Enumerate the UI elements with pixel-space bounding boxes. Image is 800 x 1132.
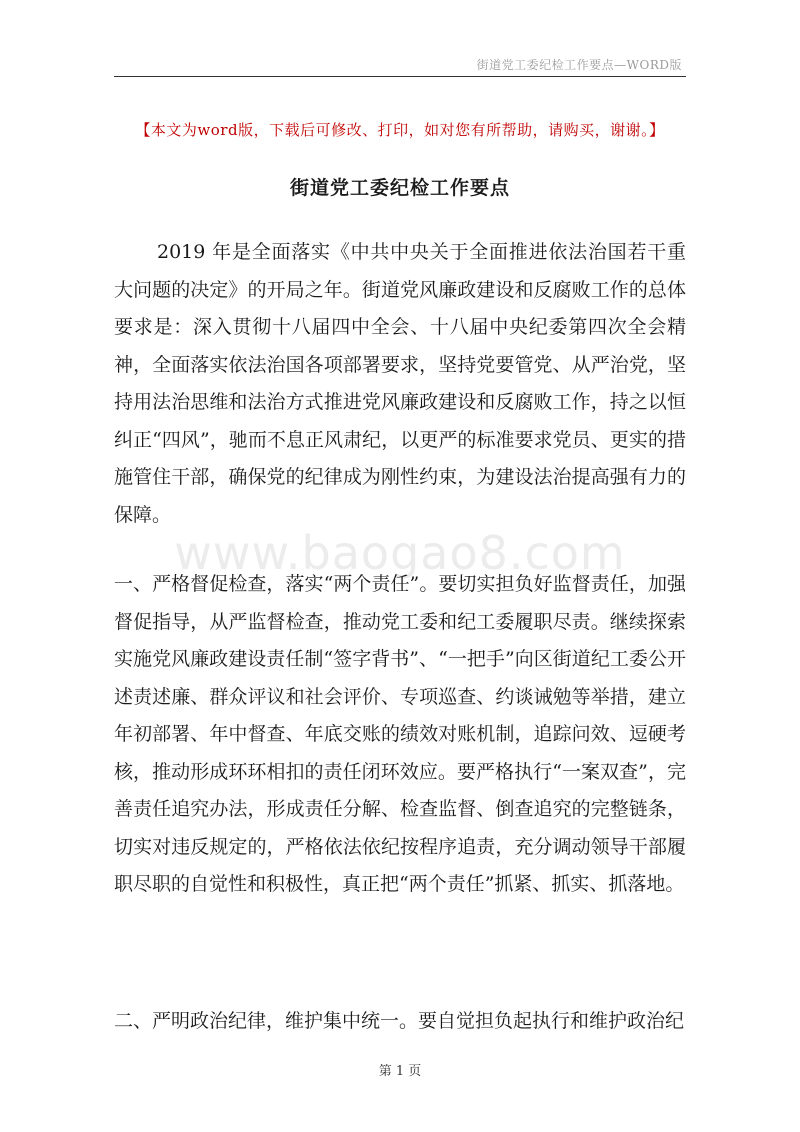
purchase-notice: 【本文为word版，下载后可修改、打印，如对您有所帮助，请购买，谢谢。】 (135, 121, 665, 139)
running-header: 街道党工委纪检工作要点—WORD版 (476, 58, 682, 72)
paragraph-section-2: 二、严明政治纪律，维护集中统一。要自觉担负起执行和维护政治纪 (114, 1010, 685, 1032)
watermark: www.baogao8.com (174, 526, 626, 580)
document-title: 街道党工委纪检工作要点 (289, 177, 510, 199)
paragraph-section-1: 一、严格督促检查，落实“两个责任”。要切实担负好监督责任，加强督促指导，从严监督检查，推动党工委和纪工委履职尽责。继续探索实施党风廉政建设责任制“签字背书”、“一把手”向区街道纪工委公开述责述廉、群众评议和社会评价、专项巡查、约谈诫勉等举措，建立年初部署、年中督查、年底交账的绩效对账机制，追踪问效、逗硬考核，推动形成环环相扣的责任闭环效应。要严格执行“一案双查”，完善责任追究办法，形成责任分解、检查监督、倒查追究的完整链条，切实对违反规定的，严格依法依纪按程序追责，充分调动领导干部履职尽职的自觉性和积极性，真正把“两个责任”抓紧、抓实、抓落地。 (114, 573, 686, 895)
page-number: 第 1 页 (378, 1064, 422, 1079)
header-divider (114, 76, 686, 77)
paragraph-intro: 2019 年是全面落实《中共中央关于全面推进依法治国若干重大问题的决定》的开局之年。街道党风廉政建设和反腐败工作的总体要求是：深入贯彻十八届四中全会、十八届中央纪委第四次全会精神，全面落实依法治国各项部署要求，坚持党要管党、从严治党，坚持用法治思维和法治方式推进党风廉政建设和反腐败工作，持之以恒纠正“四风”，驰而不息正风肃纪，以更严的标准要求党员、更实的措施管住干部，确保党的纪律成为刚性约束，为建设法治提高强有力的保障。 (114, 241, 686, 526)
